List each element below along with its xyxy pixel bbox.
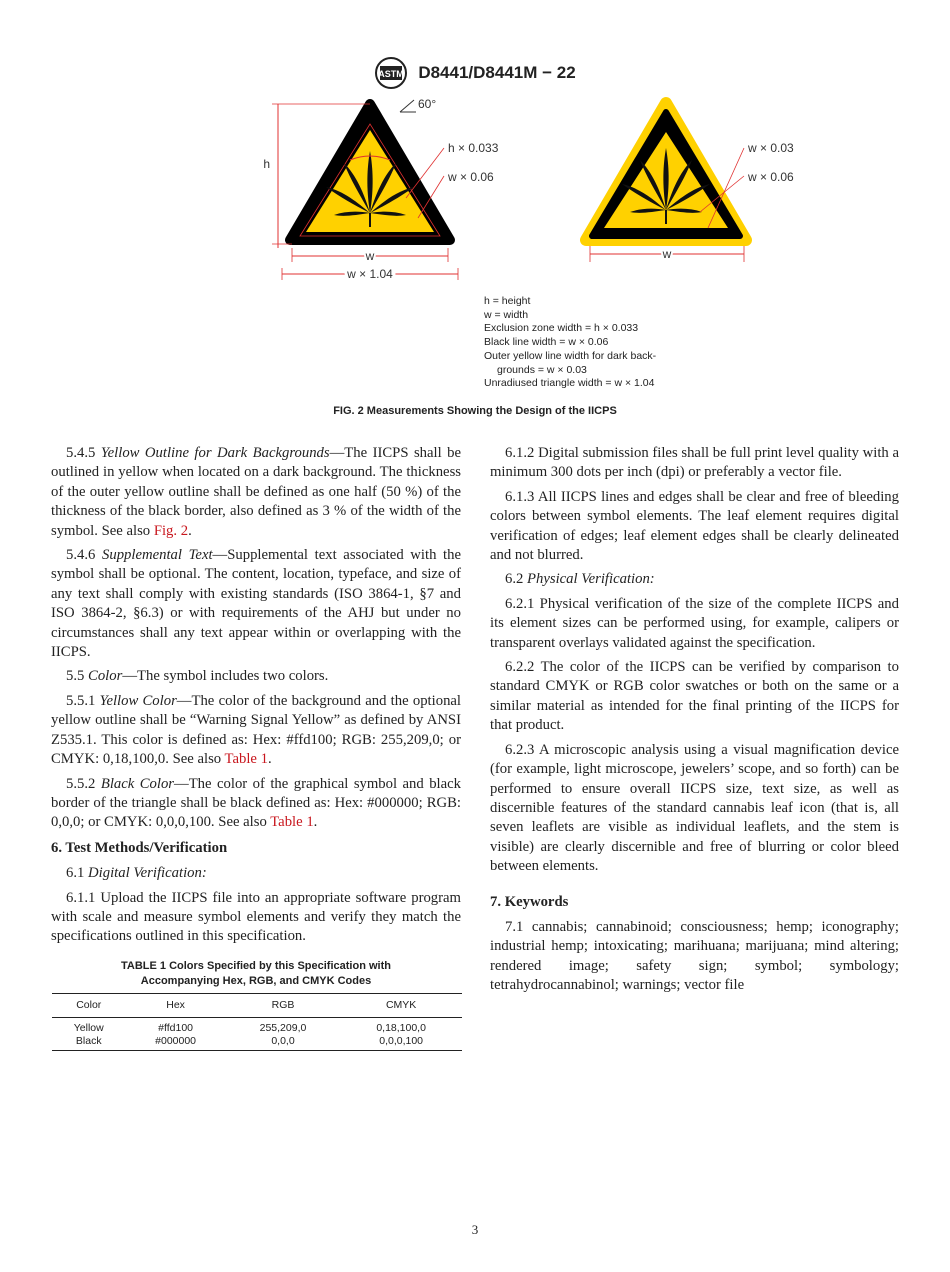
figure-2-diagram bbox=[0, 0, 950, 300]
dim-angle-label: 60° bbox=[418, 97, 437, 111]
colors-table bbox=[52, 993, 462, 1051]
table-header: RGB bbox=[226, 993, 341, 1017]
para-7-1: 7.1 cannabis; cannabinoid; consciousness; hemp; iconography; industrial hemp; intoxicating; marihuana; marijuana; mind altering; rendered image; safety sign; symbol; symbology; tetrahydrocannabinol; warnings; vector file bbox=[490, 918, 899, 994]
svg-text:ASTM: ASTM bbox=[378, 69, 405, 79]
table-header: Hex bbox=[125, 993, 225, 1017]
document-designation: D8441/D8441M − 22 bbox=[418, 63, 576, 82]
para-6-2-3: 6.2.3 A microscopic analysis using a visual magnification device (for example, light microscope, jewelers’ scope, and so forth) can be performed to ensure overall IICPS size, text size, as well as discernible features of the standard cannabis leaf icon (that is, all seven leaflets are visible as individual leaflets, and the stem is visible) are clearly discernible and free of blurring or color bleed between elements. bbox=[490, 741, 899, 875]
dim-w-outer-label: w × 0.03 bbox=[748, 141, 794, 155]
para-5-4-6: 5.4.6 Supplemental Text—Supplemental text associated with the symbol shall be optional. The content, location, typeface, and size of any text shall comply with existing standards (ISO 3864-1, §7 and ISO 3864-2, §6.3) or with requirements of the AHJ but under no circumstances shall any text appear within or overlapping with the IICPS. bbox=[51, 547, 461, 661]
para-6-2-2: 6.2.2 The color of the IICPS can be verified by comparison to standard CMYK or RGB color swatches or both on the same or a similar material as intended for the final printing of the IICPS for that product. bbox=[490, 659, 899, 734]
para-6-2: 6.2 Physical Verification: bbox=[505, 571, 655, 588]
figure-caption: FIG. 2 Measurements Showing the Design of the IICPS bbox=[333, 405, 617, 417]
para-5-5-2: 5.5.2 Black Color—The color of the graphical symbol and black border of the triangle shall be black defined as: Hex: #000000; RGB: 0,0,0; or CMYK: 0,0,0,100. See also Table 1. bbox=[51, 775, 461, 831]
page-number: 3 bbox=[471, 1222, 479, 1237]
legend-line: grounds = w × 0.03 bbox=[497, 363, 587, 376]
legend-line: h = height bbox=[484, 295, 531, 307]
table-row bbox=[52, 1035, 462, 1051]
dim-w-black-label-2: w × 0.06 bbox=[748, 170, 794, 184]
table-header-row bbox=[52, 993, 462, 1017]
section-6-heading: 6. Test Methods/Verification bbox=[51, 839, 228, 856]
legend-line: Outer yellow line width for dark back- bbox=[484, 349, 657, 362]
para-6-1-3: 6.1.3 All IICPS lines and edges shall be clear and free of bleeding colors between symbol elements. The leaf element requires digital verification of edges; leaf element edges shall be clearly delineated and not blurred. bbox=[490, 488, 899, 564]
dim-h-label: h bbox=[263, 157, 270, 171]
dim-h-exclusion-label: h × 0.033 bbox=[448, 141, 499, 155]
dim-w-label-2: w bbox=[662, 247, 672, 261]
table-1-link[interactable]: Table 1 bbox=[224, 751, 268, 768]
para-5-4-5: 5.4.5 Yellow Outline for Dark Backgrounds—The IICPS shall be outlined in yellow when located on a dark background. The thickness of the outer yellow outline shall be defined as one half (50 %) of the thickness of the black border, also defined as 3 % of the width of the symbol. See also Fig. 2. bbox=[51, 445, 461, 539]
para-6-1: 6.1 Digital Verification: bbox=[66, 865, 207, 882]
dim-w104-label: w × 1.04 bbox=[347, 267, 393, 281]
table-row bbox=[52, 1018, 462, 1036]
para-6-1-1: 6.1.1 Upload the IICPS file into an appropriate software program with scale and measure symbol elements and verify they match the specifications outlined in this specification. bbox=[51, 889, 461, 945]
legend-line: Black line width = w × 0.06 bbox=[484, 336, 609, 349]
table-1-caption: TABLE 1 Colors Specified by this Specification with Accompanying Hex, RGB, and CMYK Codes bbox=[121, 959, 391, 987]
table-header: Color bbox=[52, 993, 125, 1017]
legend-line: Unradiused triangle width = w × 1.04 bbox=[484, 377, 655, 390]
para-5-5-1: 5.5.1 Yellow Color—The color of the background and the optional yellow outline shall be “Warning Signal Yellow” as defined by ANSI Z535.1. This color is defined as: Hex: #ffd100; RGB: 255,209,0; or CMYK: 0,18,100,0. See also Table 1. bbox=[51, 692, 462, 768]
table-cell: 0,18,100,0 bbox=[376, 1022, 426, 1035]
right-column bbox=[490, 444, 899, 1001]
para-6-1-2: 6.1.2 Digital submission files shall be full print level quality with a minimum 300 dots per inch (dpi) or preferably a vector file. bbox=[490, 445, 899, 481]
figure-legend bbox=[484, 295, 656, 391]
table-cell: 0,0,0,100 bbox=[340, 1035, 462, 1051]
table-cell: 0,0,0 bbox=[226, 1035, 341, 1051]
legend-line: Exclusion zone width = h × 0.033 bbox=[484, 322, 639, 335]
dim-w-black-label: w × 0.06 bbox=[448, 170, 494, 184]
dim-w-label: w bbox=[365, 249, 375, 263]
table-cell: #000000 bbox=[125, 1035, 225, 1051]
legend-line: w = width bbox=[484, 308, 529, 321]
table-cell: 255,209,0 bbox=[259, 1022, 307, 1035]
fig-2-link[interactable]: Fig. 2 bbox=[153, 522, 189, 539]
table-1-link[interactable]: Table 1 bbox=[270, 814, 314, 831]
table-cell: #ffd100 bbox=[158, 1022, 194, 1035]
section-7-heading: 7. Keywords bbox=[490, 893, 569, 910]
left-column bbox=[51, 444, 461, 1051]
table-cell: Yellow bbox=[73, 1022, 104, 1035]
table-header: CMYK bbox=[340, 993, 462, 1017]
para-5-5: 5.5 Color—The symbol includes two colors. bbox=[66, 668, 329, 685]
para-6-2-1: 6.2.1 Physical verification of the size of the complete IICPS and its element sizes can be performed using, for example, calipers or transparent overlays validated against the specification. bbox=[490, 595, 899, 651]
table-cell: Black bbox=[52, 1035, 125, 1051]
